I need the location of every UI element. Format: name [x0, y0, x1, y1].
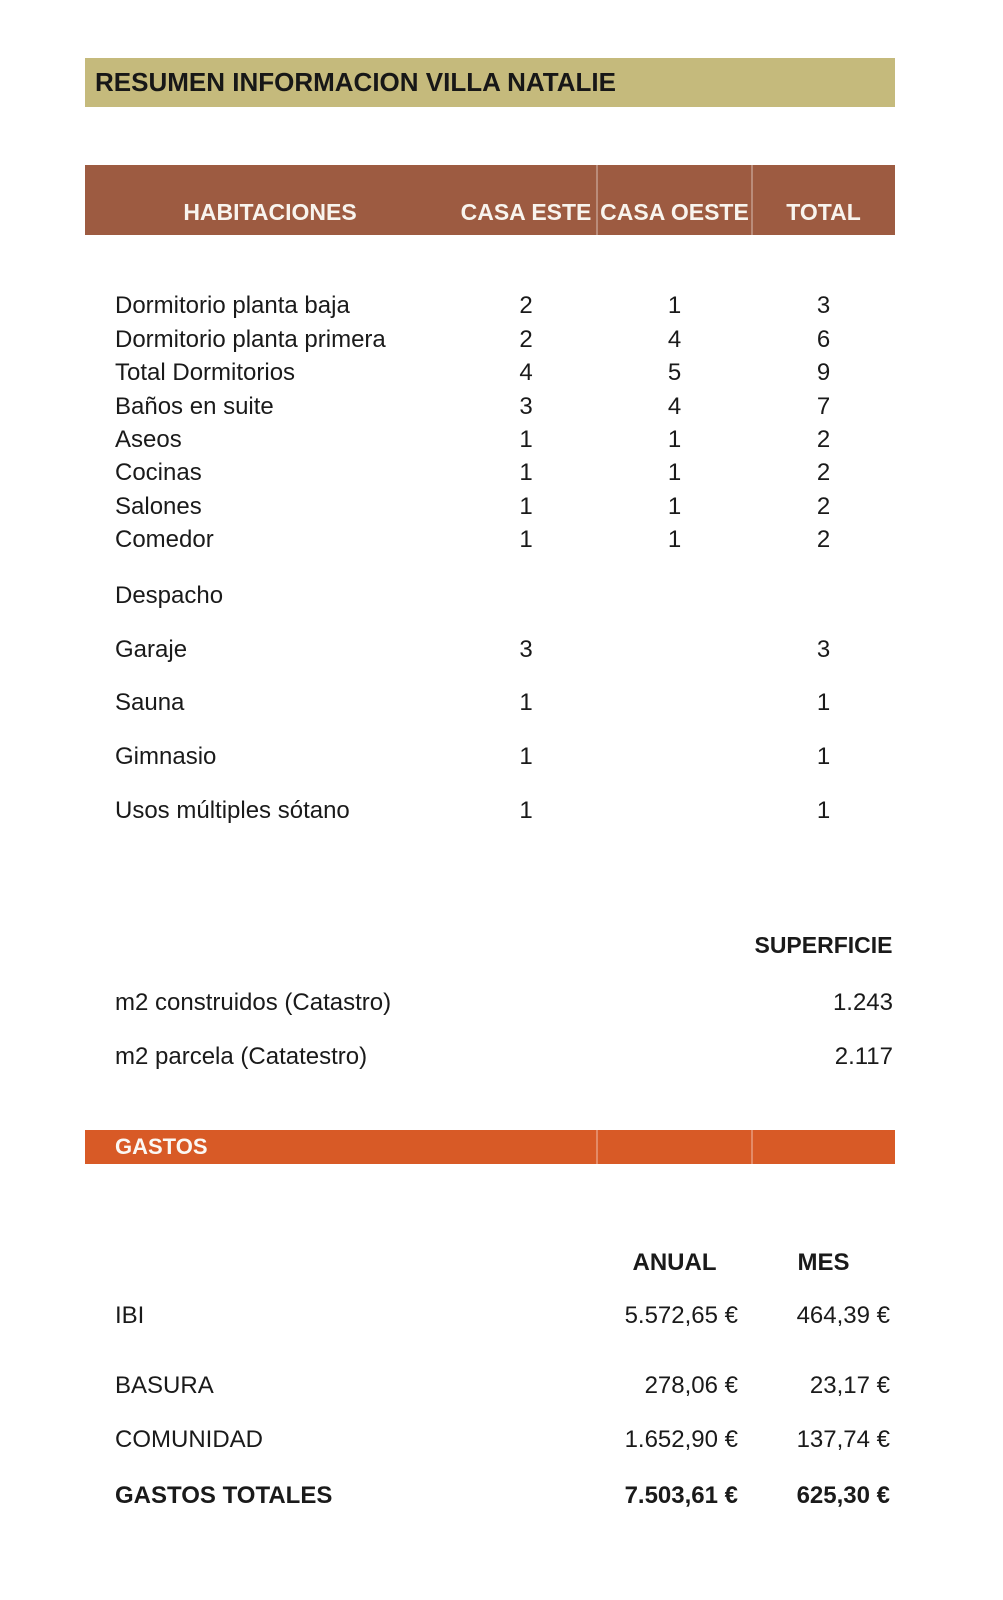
casa-oeste-value: 1 — [667, 292, 682, 319]
row-label: Dormitorio planta baja — [115, 292, 350, 319]
table-row-m2-construidos — [0, 986, 1003, 1020]
row-label: Salones — [115, 493, 202, 520]
casa-este-value: 3 — [519, 636, 533, 663]
casa-oeste-value: 1 — [667, 526, 682, 553]
row-label: Usos múltiples sótano — [115, 797, 350, 824]
row-label: Cocinas — [115, 459, 202, 486]
total-value: 6 — [816, 326, 831, 353]
total-value: 1 — [816, 689, 831, 716]
casa-este-value — [455, 579, 597, 613]
superficie-value: 1.243 — [832, 989, 893, 1016]
superficie-value: 2.117 — [834, 1043, 893, 1070]
table-row-comunidad — [0, 1423, 1003, 1457]
table-row-aseos — [0, 423, 1003, 457]
casa-este-value: 1 — [519, 689, 533, 716]
row-label: Despacho — [115, 582, 224, 609]
casa-oeste-value: 4 — [667, 393, 682, 420]
gastos-section-header — [85, 1130, 895, 1164]
table-row-usos-multiples-sotano — [0, 794, 1003, 828]
table-row-banos-en-suite — [0, 390, 1003, 424]
table-row-gimnasio — [0, 740, 1003, 774]
casa-oeste-value: 4 — [667, 326, 682, 353]
total-value: 3 — [816, 636, 831, 663]
table-row-despacho — [0, 579, 1003, 613]
total-value: 2 — [816, 459, 831, 486]
table-row-dormitorio-planta-primera — [0, 323, 1003, 357]
casa-oeste-value: 1 — [667, 426, 682, 453]
row-label: m2 parcela (Catatestro) — [115, 1043, 368, 1070]
total-value: 2 — [816, 526, 831, 553]
gastos-header-label: GASTOS — [115, 1134, 208, 1159]
page-title: RESUMEN INFORMACION VILLA NATALIE — [95, 67, 616, 97]
mes-value: 464,39 € — [796, 1302, 890, 1329]
table-row-cocinas — [0, 456, 1003, 490]
row-label: Dormitorio planta primera — [115, 326, 386, 353]
row-label: Gimnasio — [115, 743, 217, 770]
casa-este-value: 4 — [519, 359, 533, 386]
total-value: 7 — [816, 393, 831, 420]
casa-oeste-value — [597, 579, 752, 613]
column-header-mes: MES — [797, 1249, 850, 1276]
casa-este-value: 3 — [519, 393, 533, 420]
column-header-anual: ANUAL — [632, 1249, 717, 1276]
total-value: 2 — [816, 426, 831, 453]
casa-este-value: 2 — [519, 292, 533, 319]
column-header-total: TOTAL — [786, 199, 861, 225]
total-value: 2 — [816, 493, 831, 520]
casa-oeste-value — [597, 633, 752, 667]
total-value — [752, 579, 895, 613]
row-label: Sauna — [115, 689, 185, 716]
row-label: m2 construidos (Catastro) — [115, 989, 392, 1016]
table-row-salones — [0, 490, 1003, 524]
casa-este-value: 1 — [519, 743, 533, 770]
table-row-ibi — [0, 1299, 1003, 1333]
gastos-column-headers — [0, 1246, 1003, 1280]
column-header-casa-este: CASA ESTE — [460, 199, 592, 225]
row-label: GASTOS TOTALES — [115, 1482, 333, 1509]
table-row-m2-parcela — [0, 1040, 1003, 1074]
row-label: Total Dormitorios — [115, 359, 296, 386]
total-value: 1 — [816, 743, 831, 770]
column-header-habitaciones: HABITACIONES — [183, 199, 357, 225]
row-label: Comedor — [115, 526, 214, 553]
mes-value: 625,30 € — [796, 1482, 890, 1509]
table-row-sauna — [0, 686, 1003, 720]
column-separator — [751, 1130, 753, 1164]
total-value: 9 — [816, 359, 831, 386]
row-label: Garaje — [115, 636, 188, 663]
row-label: Baños en suite — [115, 393, 274, 420]
table-row-basura — [0, 1369, 1003, 1403]
casa-este-value: 1 — [519, 526, 533, 553]
anual-value: 5.572,65 € — [624, 1302, 738, 1329]
table-row-gastos-totales — [0, 1479, 1003, 1513]
row-label: IBI — [115, 1302, 145, 1329]
casa-oeste-value — [597, 686, 752, 720]
casa-oeste-value — [597, 794, 752, 828]
rooms-table-header — [85, 165, 895, 235]
column-separator — [596, 1130, 598, 1164]
anual-value: 278,06 € — [644, 1372, 738, 1399]
table-row-garaje — [0, 633, 1003, 667]
table-row-total-dormitorios — [0, 356, 1003, 390]
casa-oeste-value: 1 — [667, 459, 682, 486]
casa-este-value: 1 — [519, 426, 533, 453]
anual-value: 1.652,90 € — [624, 1426, 738, 1453]
total-value: 3 — [816, 292, 831, 319]
title-bar — [85, 58, 895, 107]
mes-value: 23,17 € — [809, 1372, 890, 1399]
total-value: 1 — [816, 797, 831, 824]
superficie-header: SUPERFICIE — [754, 932, 893, 958]
row-label: BASURA — [115, 1372, 214, 1399]
row-label: COMUNIDAD — [115, 1426, 263, 1453]
casa-oeste-value: 1 — [667, 493, 682, 520]
casa-oeste-value — [597, 740, 752, 774]
anual-value: 7.503,61 € — [624, 1482, 738, 1509]
casa-este-value: 1 — [519, 797, 533, 824]
mes-value: 137,74 € — [796, 1426, 890, 1453]
row-label: Aseos — [115, 426, 182, 453]
casa-este-value: 1 — [519, 493, 533, 520]
table-row-comedor — [0, 523, 1003, 557]
casa-este-value: 1 — [519, 459, 533, 486]
table-row-dormitorio-planta-baja — [0, 289, 1003, 323]
casa-este-value: 2 — [519, 326, 533, 353]
casa-oeste-value: 5 — [667, 359, 682, 386]
column-header-casa-oeste: CASA OESTE — [600, 199, 749, 225]
